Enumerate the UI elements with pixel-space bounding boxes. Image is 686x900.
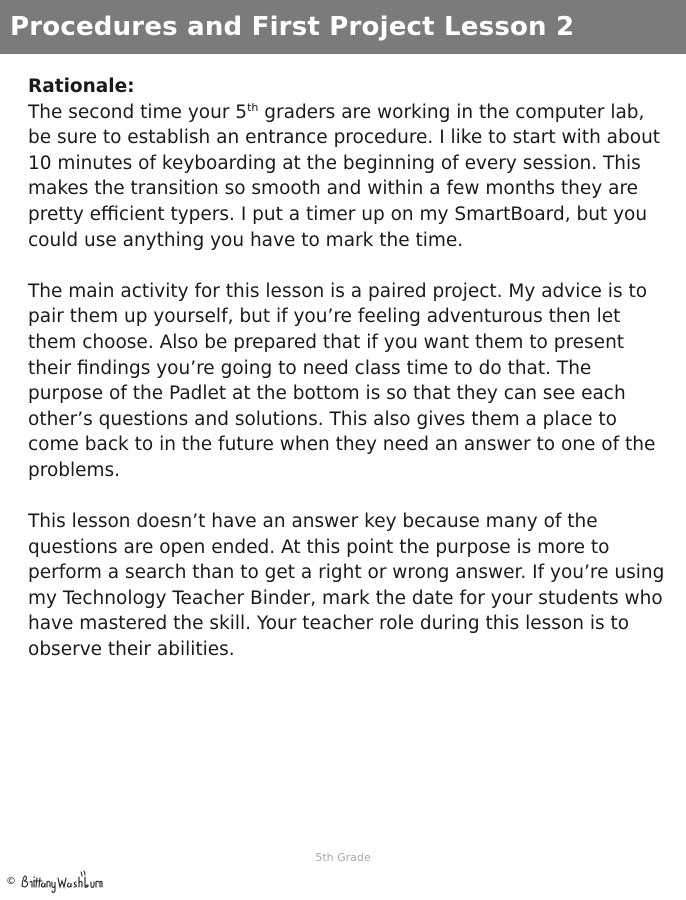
- paragraph-answer-key: This lesson doesn’t have an answer key because many of the questions are open ended. At this point the purpose is more to perform a search than to get a right or wrong answer. If you’re using my Technology Teacher Binder, mark the date for your students who have mastered the skill. Your teacher role during this lesson is to observe their abilities.: [28, 511, 665, 661]
- main-content: [28, 74, 668, 688]
- rationale-heading: Rationale:: [28, 76, 135, 97]
- paragraph-1-text-start: The second time your 5: [28, 101, 248, 123]
- ordinal-superscript: th: [247, 100, 259, 114]
- paragraph-1-text-end: graders are working in the computer lab, be sure to establish an entrance procedure. I like to start with about 10 minutes of keyboarding at the beginning of every session. This makes the transition so smooth and within a few months they are pretty efficient typers. I put a timer up on my SmartBoard, but you could use anything you have to mark the time.: [28, 101, 661, 251]
- page-title: Procedures and First Project Lesson 2: [10, 12, 575, 42]
- copyright-symbol: ©: [6, 875, 16, 887]
- paragraph-paired-project: The main activity for this lesson is a paired project. My advice is to pair them up yourself, but if you’re feeling adventurous then let them choose. Also be prepared that if you want them to present their findings you’re going to need class time to do that. The purpose of the Padlet at the bottom is so that they can see each other’s questions and solutions. This also gives them a place to come back to in the future when they need an answer to one of the problems.: [28, 280, 656, 481]
- title-bar: [0, 0, 686, 54]
- signature-logo: [19, 868, 103, 894]
- footer-grade-label: 5th Grade: [315, 851, 371, 864]
- copyright-signature: [6, 868, 103, 894]
- paragraph-entrance-procedure: [28, 100, 668, 254]
